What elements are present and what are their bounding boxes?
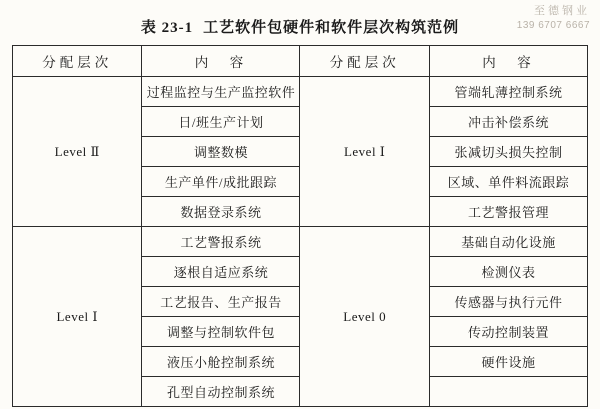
header-left-level: 分配层次 [13, 46, 142, 77]
right-item: 传感器与执行元件 [429, 287, 587, 317]
right-level-group-2: Level 0 [300, 227, 429, 407]
watermark [517, 4, 590, 32]
left-item: 调整数模 [142, 137, 300, 167]
watermark-line-2: 139 6707 6667 [516, 19, 590, 31]
table-title: 工艺软件包硬件和软件层次构筑范例 [203, 20, 460, 36]
watermark-line-1: 至德钢业 [534, 5, 590, 17]
right-item: 基础自动化设施 [429, 227, 587, 257]
right-level-group-1: Level Ⅰ [300, 77, 429, 227]
layers-table [12, 45, 588, 407]
left-level-group-2: Level Ⅰ [13, 227, 142, 407]
left-item: 工艺警报系统 [142, 227, 300, 257]
table-body [13, 77, 588, 407]
left-item: 日/班生产计划 [142, 107, 300, 137]
header-left-content: 内 容 [142, 46, 300, 77]
table-header [13, 46, 588, 77]
right-item: 张减切头损失控制 [429, 137, 587, 167]
table-number: 表 23-1 [140, 20, 194, 36]
right-item-empty [429, 377, 587, 407]
left-item: 过程监控与生产监控软件 [142, 77, 300, 107]
right-item: 传动控制装置 [429, 317, 587, 347]
left-item: 液压小舱控制系统 [142, 347, 300, 377]
right-item: 冲击补偿系统 [429, 107, 587, 137]
left-item: 调整与控制软件包 [142, 317, 300, 347]
left-level-group-1: Level Ⅱ [13, 77, 142, 227]
right-item: 工艺警报管理 [429, 197, 587, 227]
table-header-row [13, 46, 588, 77]
right-item: 区域、单件料流跟踪 [429, 167, 587, 197]
left-item: 工艺报告、生产报告 [142, 287, 300, 317]
right-item: 管端轧薄控制系统 [429, 77, 587, 107]
table-row [13, 227, 588, 257]
right-item: 检测仪表 [429, 257, 587, 287]
right-item: 硬件设施 [429, 347, 587, 377]
table-caption [12, 16, 588, 37]
left-item: 逐根自适应系统 [142, 257, 300, 287]
left-item: 数据登录系统 [142, 197, 300, 227]
left-item: 生产单件/成批跟踪 [142, 167, 300, 197]
header-right-content: 内 容 [429, 46, 587, 77]
header-right-level: 分配层次 [300, 46, 429, 77]
table-row [13, 77, 588, 107]
left-item: 孔型自动控制系统 [142, 377, 300, 407]
